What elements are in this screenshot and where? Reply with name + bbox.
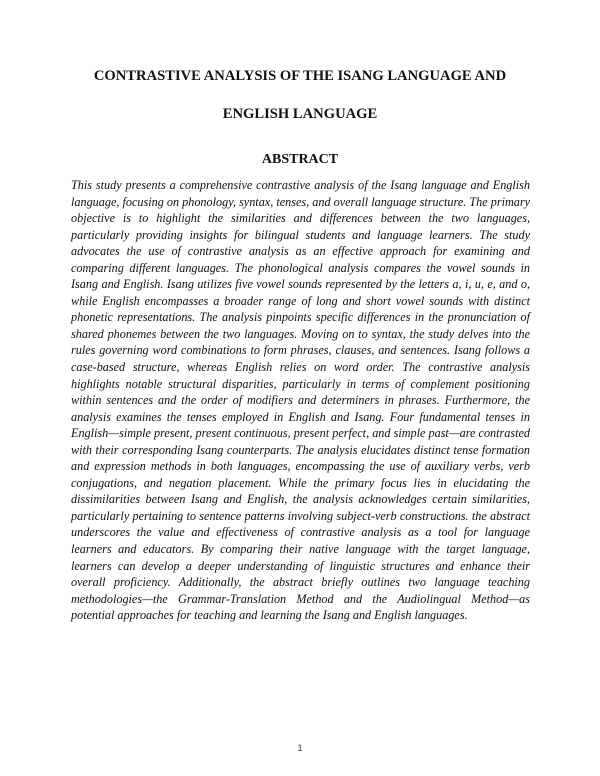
paper-title-line-2: ENGLISH LANGUAGE xyxy=(222,106,378,122)
page-number: 1 xyxy=(297,743,303,753)
abstract-heading: ABSTRACT xyxy=(261,152,339,167)
paper-title-line-1: CONTRASTIVE ANALYSIS OF THE ISANG LANGUAGE AND xyxy=(93,68,507,84)
abstract-body: This study presents a comprehensive contrastive analysis of the Isang language and English language, focusing on phonology, syntax, tenses, and overall language structure. The primary objective is to highlight the similarities and differences between the two languages, particularly providing insights for bilingual students and language learners. The study advocates the use of contrastive analysis as an effective approach for examining and comparing different languages. The phonological analysis compares the vowel sounds in Isang and English. Isang utilizes five vowel sounds represented by the letters a, i, u, e, and o, while English encompasses a broader range of long and short vowel sounds with distinct phonetic representations. The analysis pinpoints specific differences in the pronunciation of shared phonemes between the two languages. Moving on to syntax, the study delves into the rules governing word combinations to form phrases, clauses, and sentences. Isang follows a case-based structure, whereas English relies on word order. The contrastive analysis highlights notable structural disparities, particularly in terms of complement positioning within sentences and the order of modifiers and determiners in phrases. Furthermore, the analysis examines the tenses employed in English and Isang. Four fundamental tenses in English—simple present, present continuous, present perfect, and simple past—are contrasted with their corresponding Isang counterparts. The analysis elucidates distinct tense formation and expression methods in both languages, encompassing the use of auxiliary verbs, verb conjugations, and negation placement. While the primary focus lies in elucidating the dissimilarities between Isang and English, the analysis acknowledges certain similarities, particularly pertaining to sentence patterns involving subject-verb constructions. the abstract underscores the value and effectiveness of contrastive analysis as a tool for language learners and educators. By comparing their native language with the target language, learners can develop a deeper understanding of linguistic structures and enhance their overall proficiency. Additionally, the abstract briefly outlines two language teaching methodologies—the Grammar-Translation Method and the Audiolingual Method—as potential approaches for teaching and learning the Isang and English languages. xyxy=(71,178,530,623)
